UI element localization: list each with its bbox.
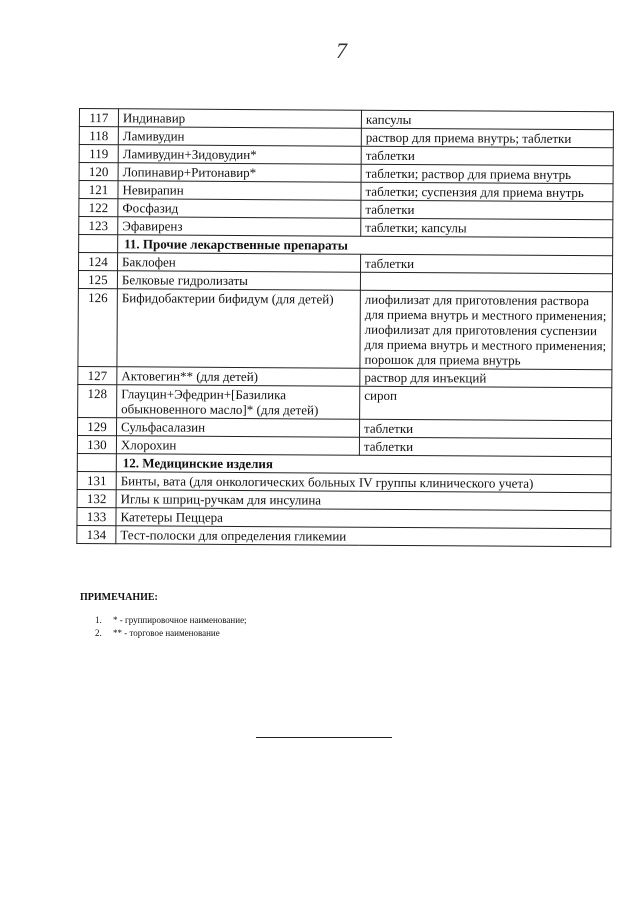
row-number: 124	[79, 253, 118, 271]
item-name: Актовегин** (для детей)	[117, 367, 360, 386]
item-name: Индинавир	[118, 109, 361, 128]
item-name: Бифидобактерии бифидум (для детей)	[117, 289, 360, 368]
note-item	[95, 614, 247, 627]
note-text: * - группировочное наименование;	[113, 615, 247, 625]
dosage-form: лиофилизат для приготовления раствора для приема внутрь и местного применения; лиофилизат для приготовления суспензии для приема внутрь и местного применения; порошок для приема внутрь	[360, 290, 612, 370]
item-name: Сульфасалазин	[116, 418, 359, 437]
item-name: Невирапин	[118, 181, 361, 200]
dosage-form: таблетки	[359, 419, 611, 439]
row-number: 131	[77, 471, 116, 489]
dosage-form: таблетки; суспензия для приема внутрь	[361, 182, 613, 202]
item-name: Ламивудин+Зидовудин*	[118, 145, 361, 164]
item-name: Ламивудин	[118, 127, 361, 146]
item-name: Хлорохин	[116, 436, 359, 455]
row-number: 121	[79, 181, 118, 199]
table-row	[78, 384, 612, 420]
item-name: Фосфазид	[118, 199, 361, 218]
item-name: Иглы к шприц-ручкам для инсулина	[116, 490, 611, 511]
signature-line	[256, 737, 392, 738]
row-number: 125	[78, 271, 117, 289]
note-index: 2.	[95, 628, 102, 638]
table-row	[78, 288, 612, 369]
section-number-cell	[77, 453, 116, 471]
dosage-form: таблетки	[361, 146, 613, 166]
dosage-form: таблетки	[359, 437, 611, 457]
dosage-form: таблетки; раствор для приема внутрь	[361, 164, 613, 184]
row-number: 123	[79, 217, 118, 235]
item-name: Эфавиренз	[118, 217, 361, 236]
row-number: 129	[77, 417, 116, 435]
dosage-form: таблетки	[361, 200, 613, 220]
note-text: ** - торговое наименование	[113, 628, 220, 638]
row-number: 133	[77, 507, 116, 525]
item-name: Белковые гидролизаты	[117, 271, 360, 290]
section-title: 11. Прочие лекарственные препараты	[118, 235, 613, 256]
row-number: 128	[78, 384, 117, 417]
row-number: 132	[77, 489, 116, 507]
dosage-form: таблетки; капсулы	[361, 218, 613, 238]
dosage-form	[360, 272, 612, 292]
item-name: Катетеры Пеццера	[116, 508, 611, 529]
dosage-form: капсулы	[361, 110, 613, 130]
item-name: Лопинавир+Ритонавир*	[118, 163, 361, 182]
notes-list	[95, 614, 247, 640]
row-number: 127	[78, 366, 117, 384]
page-number: 7	[336, 38, 347, 63]
item-name: Глауцин+Эфедрин+[Базилика обыкновенного масло]* (для детей)	[117, 385, 360, 419]
item-name: Тест-полоски для определения гликемии	[116, 526, 611, 547]
row-number: 119	[79, 145, 118, 163]
table-row	[77, 525, 611, 546]
dosage-form: сироп	[360, 386, 612, 421]
row-number: 117	[79, 109, 118, 127]
section-title: 12. Медицинские изделия	[116, 454, 611, 475]
row-number: 122	[79, 199, 118, 217]
dosage-form: раствор для инъекций	[360, 368, 612, 388]
drug-list-table	[76, 108, 614, 547]
item-name: Баклофен	[118, 253, 361, 272]
row-number: 130	[77, 435, 116, 453]
notes-title: ПРИМЕЧАНИЕ:	[80, 592, 158, 603]
item-name: Бинты, вата (для онкологических больных IV группы клинического учета)	[116, 472, 611, 493]
note-item	[95, 627, 247, 640]
row-number: 126	[78, 288, 117, 366]
row-number: 134	[77, 525, 116, 543]
row-number: 120	[79, 163, 118, 181]
row-number: 118	[79, 127, 118, 145]
note-index: 1.	[95, 615, 102, 625]
section-number-cell	[79, 235, 118, 253]
dosage-form: раствор для приема внутрь; таблетки	[361, 128, 613, 148]
dosage-form: таблетки	[361, 254, 613, 274]
